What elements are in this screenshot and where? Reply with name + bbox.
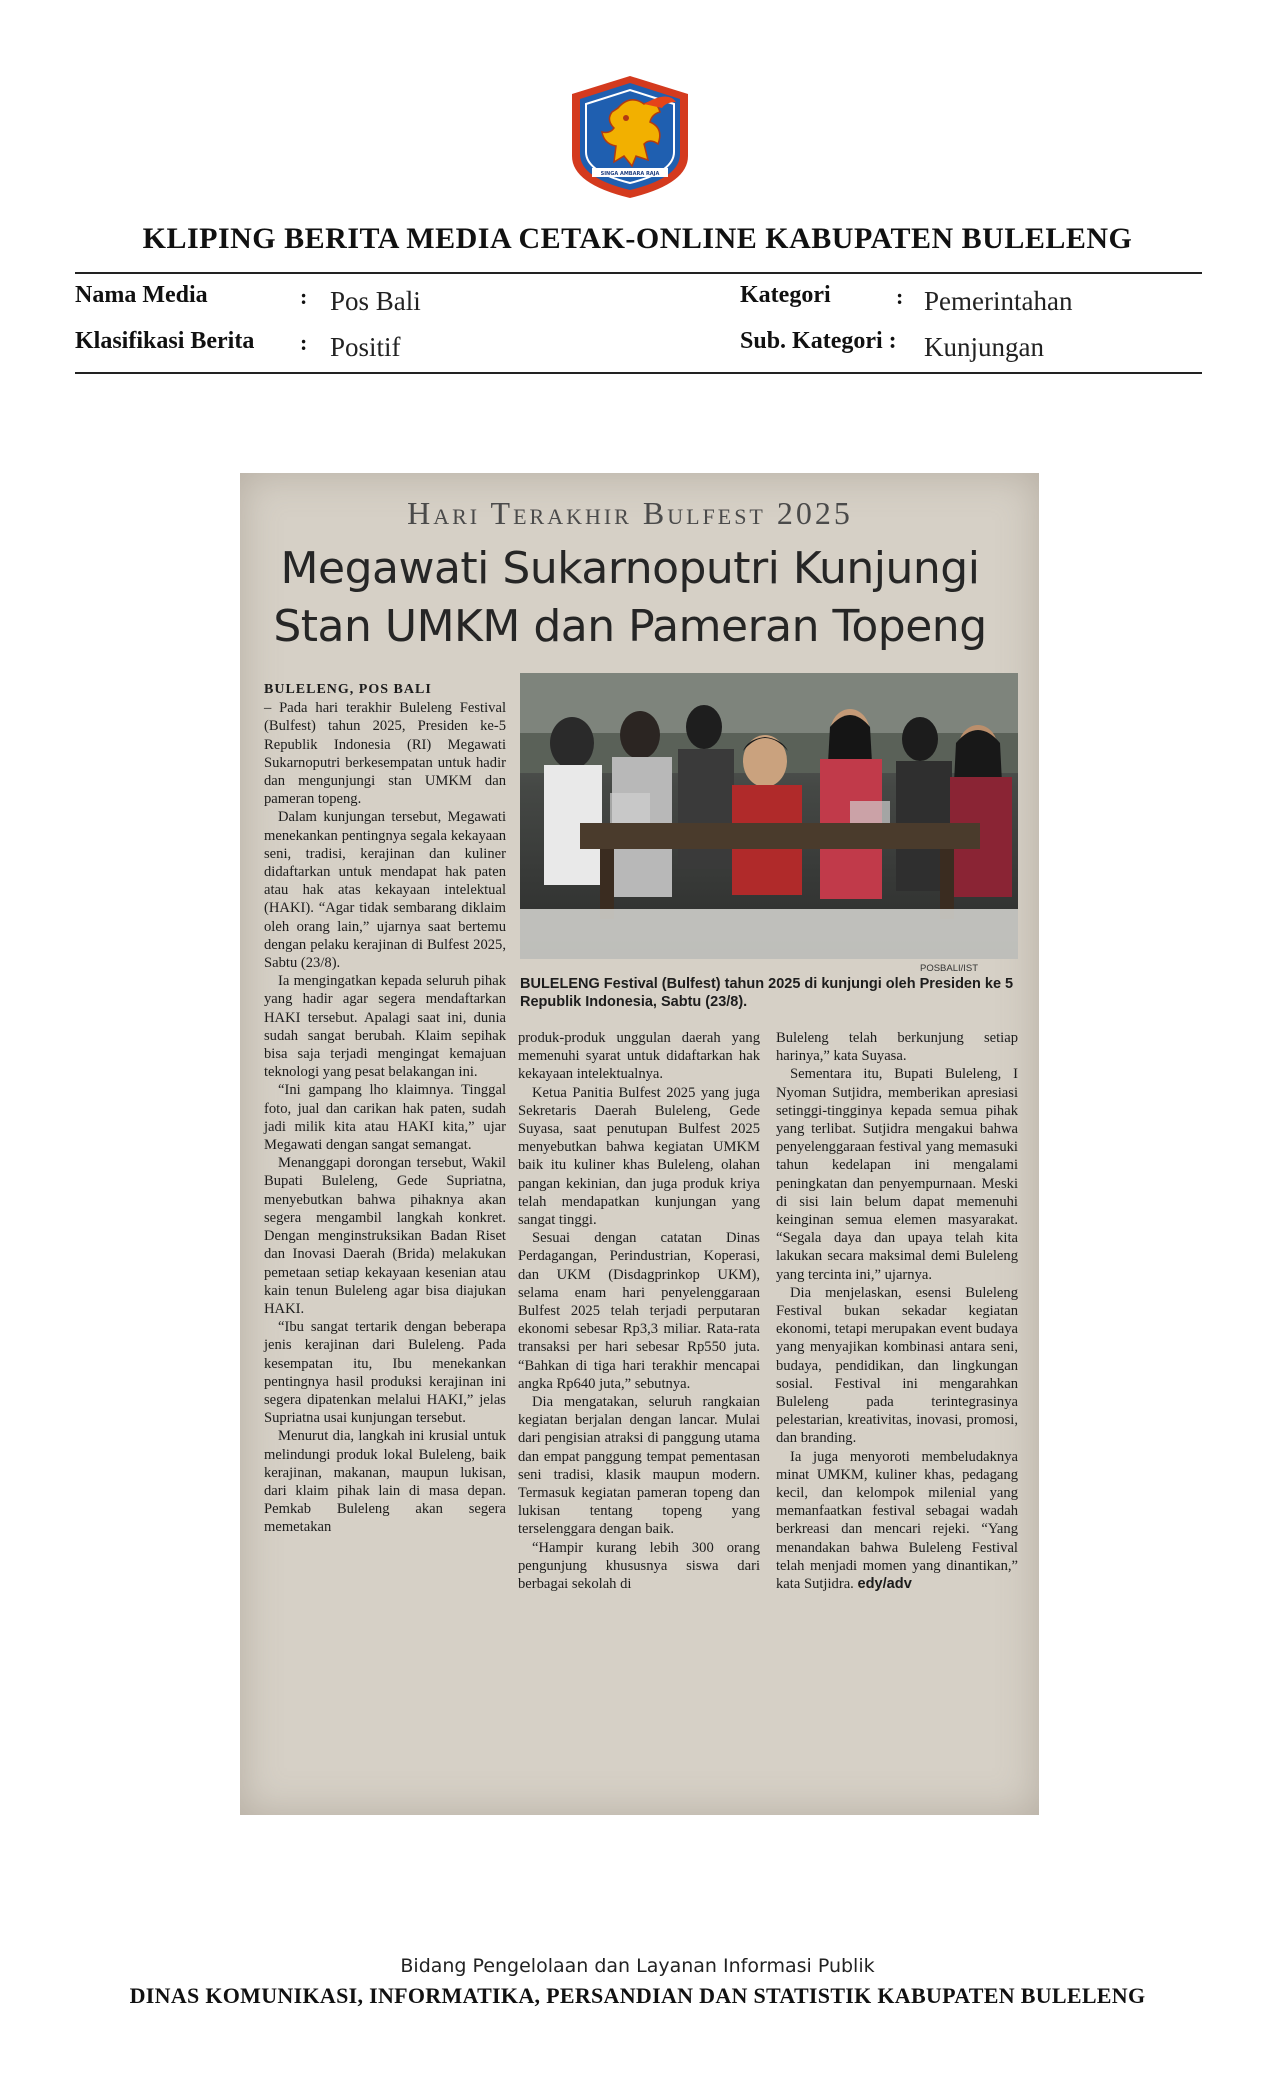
article-signoff: edy/adv (857, 1576, 912, 1593)
article-column-2 (518, 1029, 760, 1593)
photo-credit: POSBALI/IST (920, 963, 979, 974)
paragraph: Dalam kunjungan tersebut, Megawati menekankan pentingnya segala kekayaan seni, tradisi, kerajinan dan kuliner didaftarkan untuk mendapat hak paten atau hak atas kekayaan intelektual (HAKI). “Agar tidak sembarang diklaim oleh orang lain,” ujarnya saat bertemu dengan pelaku kerajinan di Bulfest 2025, Sabtu (23/8). (264, 809, 506, 972)
media-colon: : (300, 284, 308, 309)
paragraph: Ia mengingatkan kepada seluruh pihak yang hadir agar segera mendaftarkan HAKI tersebut. Apalagi saat ini, dunia sudah sangat berubah. Klaim sepihak bisa saja terjadi mengingat kemajuan teknologi yang pesat belakangan ini. (264, 973, 506, 1081)
logo-motto: SINGA AMBARA RAJA (600, 171, 660, 177)
paragraph: Dia mengatakan, seluruh rangkaian kegiatan berjalan dengan lancar. Mulai dari pengisian atraksi di panggung utama dan empat panggung tempat pementasan seni tradisi, klasik maupun modern. Termasuk kegiatan pameran topeng dan lukisan tentang topeng yang terselenggara dengan baik. (518, 1394, 760, 1538)
classification-colon: : (300, 330, 308, 355)
divider-bottom (75, 372, 1202, 374)
footer-org: DINAS KOMUNIKASI, INFORMATIKA, PERSANDIAN DAN STATISTIK KABUPATEN BULELENG (129, 1983, 1146, 2008)
paragraph: Menanggapi dorongan tersebut, Wakil Bupati Buleleng, Gede Supriatna, menyebutkan bahwa pihaknya akan segera mengambil langkah konkret. Dengan menginstruksikan Badan Riset dan Inovasi Daerah (Brida) melakukan pemetaan setiap kekayaan kesenian atau kain tenun Buleleng agar bisa diajukan HAKI. (264, 1155, 506, 1317)
paragraph: Ketua Panitia Bulfest 2025 yang juga Sekretaris Daerah Buleleng, Gede Suyasa, saat penutupan Bulfest 2025 menyebutkan bahwa kegiatan UMKM baik itu kuliner khas Buleleng, olahan pangan kekinian, dan juga produk kriya telah mendapatkan kunjungan yang sangat tinggi. (518, 1084, 760, 1229)
article-column-1 (264, 681, 506, 1537)
footer-unit: Bidang Pengelolaan dan Layanan Informasi Publik (400, 1955, 875, 1977)
paragraph: “Hampir kurang lebih 300 orang pengunjung khususnya siswa dari berbagai sekolah di (518, 1539, 760, 1593)
article-column-3 (776, 1029, 1018, 1593)
article-dateline: BULELENG, POS BALI (264, 682, 432, 697)
paragraph (776, 1448, 1018, 1594)
article-photo (520, 673, 1018, 959)
paragraph: Buleleng telah berkunjung setiap harinya,” kata Suyasa. (776, 1030, 1018, 1065)
divider-top (75, 272, 1202, 274)
classification-value: Positif (330, 332, 401, 362)
page-title: KLIPING BERITA MEDIA CETAK-ONLINE KABUPATEN BULELENG (142, 222, 1133, 255)
classification-label: Klasifikasi Berita (75, 328, 255, 354)
subcategory-value: Kunjungan (924, 332, 1044, 362)
subcategory-label: Sub. Kategori : (740, 328, 897, 354)
article-headline-line2: Stan UMKM dan Pameran Topeng (273, 601, 987, 652)
paragraph: “Ibu sangat tertarik dengan beberapa jenis kerajinan dari Buleleng. Pada kesempatan itu, Ibu menekankan pentingnya hasil produksi kerajinan ini segera dipatenkan melalui HAKI,” jelas Supriatna usai kunjungan tersebut. (264, 1319, 506, 1427)
paragraph: produk-produk unggulan daerah yang memenuhi syarat untuk didaftarkan hak kekayaan intelektualnya. (518, 1030, 760, 1083)
paragraph: Menurut dia, langkah ini krusial untuk melindungi produk lokal Buleleng, baik kerajinan, makanan, maupun lukisan, dari klaim pihak lain di masa depan. Pemkab Buleleng akan segera memetakan (264, 1428, 506, 1536)
article-kicker: Hari Terakhir Bulfest 2025 (407, 495, 853, 531)
category-value: Pemerintahan (924, 286, 1073, 316)
news-clipping (240, 473, 1039, 1815)
paragraph: Dia menjelaskan, esensi Buleleng Festival bukan sekadar kegiatan ekonomi, tetapi merupakan event budaya yang menyajikan kombinasi antara seni, budaya, pendidikan, dan lingkungan sosial. Festival ini mengarahkan Buleleng pada terintegrasinya pelestarian, kreativitas, inovasi, promosi, dan branding. (776, 1284, 1018, 1447)
paragraph-text: Ia juga menyoroti membeludaknya minat UMKM, kuliner khas, pedagang kecil, dan kelompok milenial yang memanfaatkan festival sebagai wadah berkreasi dan mencari rejeki. “Yang menandakan bahwa Buleleng Festival telah menjadi momen yang dinantikan,” kata Sutjidra. (776, 1448, 1018, 1593)
paragraph: “Ini gampang lho klaimnya. Tinggal foto, jual dan carikan hak paten, sudah jadi milik kita atau HAKI kita,” ujar Megawati dengan sangat semangat. (264, 1082, 506, 1154)
paragraph: – Pada hari terakhir Buleleng Festival (Bulfest) tahun 2025, Presiden ke-5 Republik Indonesia (RI) Megawati Sukarnoputri berkesempatan untuk hadir dan mengunjungi stan UMKM dan pameran topeng. (264, 700, 506, 808)
paragraph: Sesuai dengan catatan Dinas Perdagangan, Perindustrian, Koperasi, dan UKM (Disdagprinkop UKM), selama enam hari penyelenggaraan Bulfest 2025 telah terjadi perputaran ekonomi sebesar Rp3,3 miliar. Rata-rata transaksi per hari sebesar Rp550 juta. “Bahkan di tiga hari terakhir mencapai angka Rp640 juta,” sebutnya. (518, 1230, 760, 1392)
paragraph: Sementara itu, Bupati Buleleng, I Nyoman Sutjidra, memberikan apresiasi setinggi-tingginya kepada semua pihak yang terlibat. Sutjidra mengakui bahwa penyelenggaraan festival yang memasuki tahun kedelapan ini mengalami peningkatan dan penyempurnaan. Meski di sisi lain belum dapat memenuhi keinginan semua elemen masyarakat. “Segala daya dan upaya telah kita lakukan secara maksimal demi Buleleng yang tercinta ini,” ujarnya. (776, 1066, 1018, 1283)
article-headline-line1: Megawati Sukarnoputri Kunjungi (280, 543, 980, 594)
photo-caption: BULELENG Festival (Bulfest) tahun 2025 di kunjungi oleh Presiden ke 5 Republik Indonesia, Sabtu (23/8). (520, 976, 1014, 1010)
regency-logo (560, 72, 700, 202)
category-colon: : (896, 284, 904, 309)
media-value: Pos Bali (330, 286, 421, 316)
media-label: Nama Media (75, 282, 208, 308)
category-label: Kategori (740, 282, 831, 308)
